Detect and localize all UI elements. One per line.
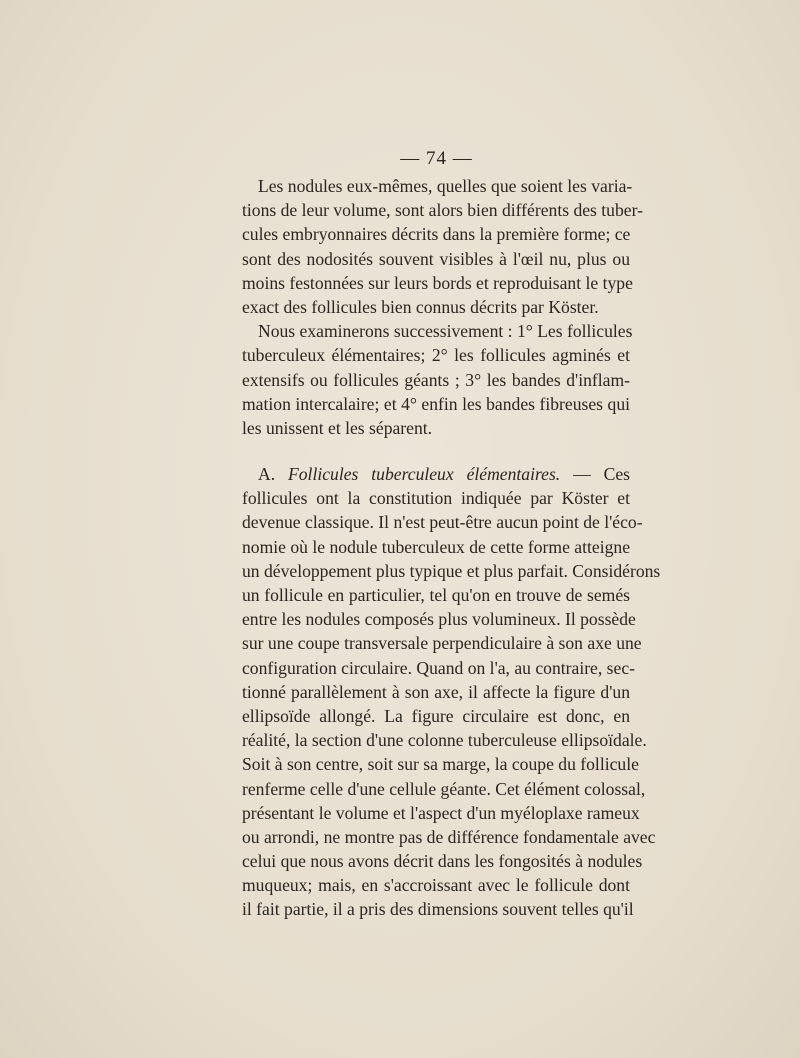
section-heading-rest: — Ces [573, 464, 630, 485]
text-line: nomie où le nodule tuberculeux de cette forme atteigne [242, 536, 630, 557]
text-line: muqueux; mais, en s'accroissant avec le follicule dont [242, 875, 630, 896]
text-line: Les nodules eux-mêmes, quelles que soient les varia- [258, 176, 633, 196]
text-line: sont des nodosités souvent visibles à l'œil nu, plus ou [242, 248, 630, 269]
text-line: tuberculeux élémentaires; 2° les follicules agminés et [242, 345, 630, 366]
text-line: ellipsoïde allongé. La figure circulaire est donc, en [242, 705, 630, 726]
text-line: extensifs ou follicules géants ; 3° les bandes d'inflam- [242, 369, 630, 390]
section-letter: A. [258, 464, 276, 485]
section-title: Follicules tuberculeux élémentaires. [288, 464, 561, 485]
text-line: exact des follicules bien connus décrits par Köster. [242, 296, 599, 317]
paragraph [242, 174, 643, 319]
text-line: follicules ont la constitution indiquée par Köster et [242, 488, 630, 509]
page-number: — 74 — [400, 148, 473, 169]
text-line: sur une coupe transversale perpendiculaire à son axe une [242, 633, 642, 654]
text-line: moins festonnées sur leurs bords et reproduisant le type [242, 272, 633, 293]
paragraph [242, 462, 661, 922]
section-heading-line [242, 462, 630, 486]
text-line: ou arrondi, ne montre pas de différence fondamentale avec [242, 826, 656, 847]
text-line: cules embryonnaires décrits dans la première forme; ce [242, 224, 631, 245]
text-line: Soit à son centre, soit sur sa marge, la coupe du follicule [242, 754, 639, 775]
text-line: configuration circulaire. Quand on l'a, au contraire, sec- [242, 657, 635, 678]
text-line: celui que nous avons décrit dans les fongosités à nodules [242, 851, 643, 872]
section-gap [242, 440, 630, 462]
text-line: Nous examinerons successivement : 1° Les follicules [258, 321, 633, 342]
text-line: les unissent et les séparent. [242, 417, 433, 438]
text-line: un développement plus typique et plus parfait. Considérons [242, 560, 661, 581]
text-line: présentant le volume et l'aspect d'un myéloplaxe rameux [242, 802, 640, 823]
text-line: il fait partie, il a pris des dimensions souvent telles qu'il [242, 899, 634, 920]
text-line: réalité, la section d'une colonne tuberculeuse ellipsoïdale. [242, 730, 647, 751]
text-line: tions de leur volume, sont alors bien différents des tuber- [242, 200, 643, 221]
text-line: devenue classique. Il n'est peut-être aucun point de l'éco- [242, 512, 643, 533]
text-line: mation intercalaire; et 4° enfin les bandes fibreuses qui [242, 393, 630, 414]
text-line: tionné parallèlement à son axe, il affecte la figure d'un [242, 681, 630, 702]
text-line: entre les nodules composés plus volumineux. Il possède [242, 609, 636, 630]
text-line: un follicule en particulier, tel qu'on en trouve de semés [242, 585, 630, 605]
text-line: renferme celle d'une cellule géante. Cet élément colossal, [242, 778, 646, 799]
paragraph [242, 319, 633, 440]
body-text [242, 174, 661, 922]
